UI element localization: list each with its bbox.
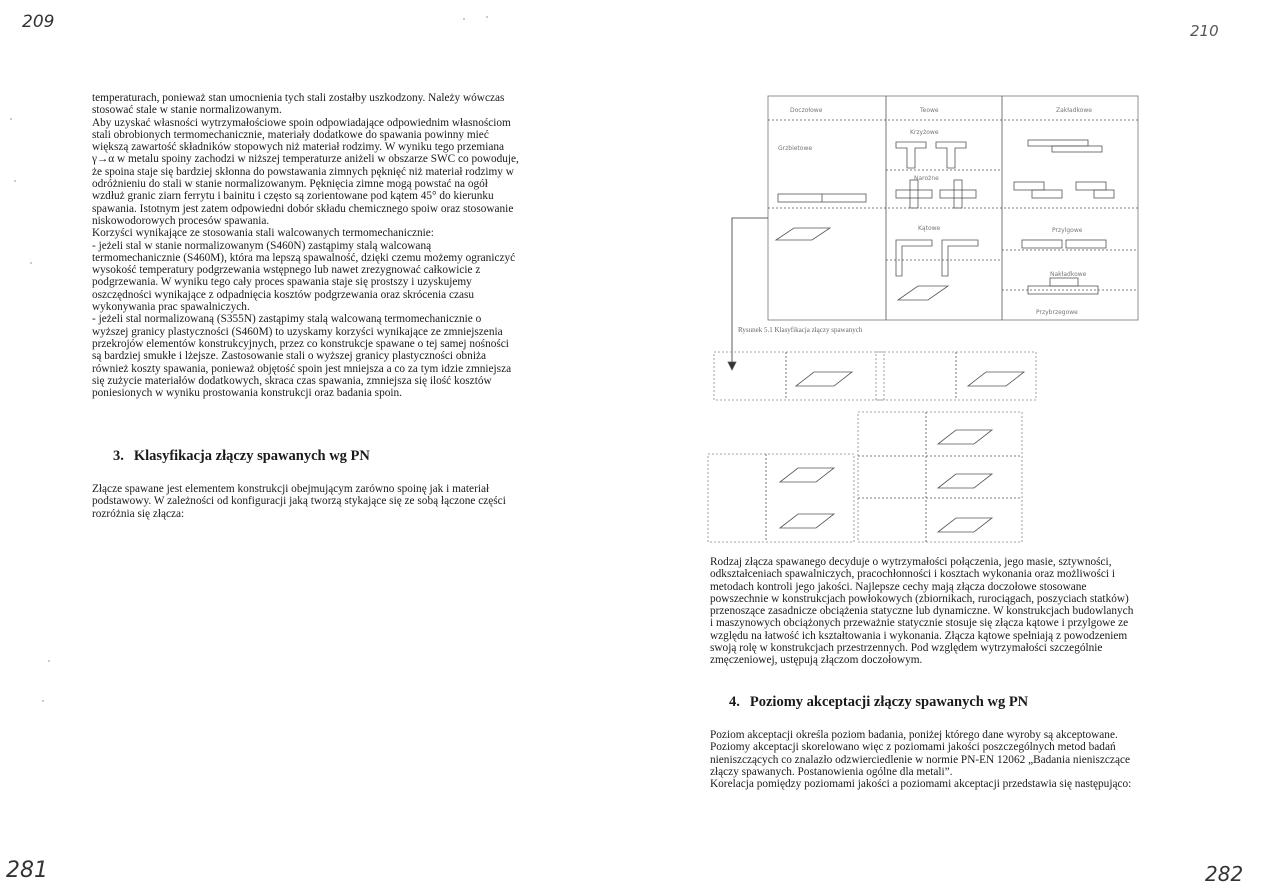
text-line: stosować stale w stanie normalizowanym. bbox=[92, 104, 282, 117]
left-paragraph-steel bbox=[92, 92, 562, 399]
figure-caption: Rysunek 5.1 Klasyfikacja złączy spawanych bbox=[738, 326, 863, 334]
text-line: podgrzewania. W wyniku tego cały proces spawania staje się prostszy i uzyskujemy bbox=[92, 276, 472, 289]
left-paragraph-joints bbox=[92, 483, 562, 520]
text-line: wyższej granicy plastyczności (S460M) to uzyskamy korzyści wynikające ze zmniejszenia bbox=[92, 325, 503, 338]
text-line: Korelacja pomiędzy poziomami jakości a poziomami akceptacji przedstawia się następująco: bbox=[710, 778, 1132, 791]
figure-label: Przylgowe bbox=[1052, 227, 1083, 234]
handwritten-page-number-top-right: 210 bbox=[1190, 22, 1219, 40]
text-line: γ→α w metalu spoiny zachodzi w niższej temperaturze aniżeli w obszarze SWC co powoduje, bbox=[92, 153, 519, 166]
text-line: - jeżeli stal normalizowaną (S355N) zastąpimy stalą walcowaną termomechanicznie o bbox=[92, 313, 482, 326]
text-line: spawania. Istotnym jest zatem odpowiedni dobór składu chemicznego spoiw oraz stosowanie bbox=[92, 202, 514, 215]
text-line: temperaturach, ponieważ stan umocnienia tych stali zostałby uszkodzony. Należy wówczas bbox=[92, 92, 505, 104]
text-line: Poziom akceptacji określa poziom badania, poniżej którego dane wyroby są akceptowane. bbox=[710, 729, 1118, 741]
text-line: metodach kontroli jego jakości. Najlepsze cechy mają złącza doczołowe stosowane bbox=[710, 580, 1087, 593]
text-line: przenoszące zasadnicze obciążenia statyczne lub dynamiczne. W konstrukcjach budowlanych bbox=[710, 605, 1134, 618]
scan-speck bbox=[48, 660, 50, 662]
text-line: wykonywania prac spawalniczych. bbox=[92, 301, 250, 314]
text-line: Złącze spawane jest elementem konstrukcji obejmującym zarówno spoinę jak i materiał bbox=[92, 483, 490, 495]
text-line: stali obrobionych termomechanicznie, materiały dodatkowe do spawania powinny mieć bbox=[92, 128, 489, 141]
text-line: nieniszczących co znalazło odzwierciedlenie w normie PN-EN 12062 „Badania nieniszczące bbox=[710, 753, 1130, 766]
section-heading-4 bbox=[729, 694, 1028, 711]
figure-label: Teowe bbox=[920, 107, 939, 114]
heading-text: Poziomy akceptacji złączy spawanych wg PN bbox=[749, 694, 1029, 710]
figure-label: Narożne bbox=[914, 175, 939, 182]
scan-speck bbox=[14, 180, 16, 182]
text-line: niskowodorowych procesów spawania. bbox=[92, 214, 270, 227]
heading-text: Klasyfikacja złączy spawanych wg PN bbox=[133, 448, 370, 464]
figure-label: Grzbietowe bbox=[778, 145, 813, 152]
text-line: podstawowy. W zależności od konfiguracji jaką tworzą stykające się ze sobą łączone części bbox=[92, 495, 506, 508]
right-paragraph-acceptance bbox=[710, 729, 1180, 790]
right-paragraph-joint-type bbox=[710, 556, 1180, 667]
heading-number: 4. bbox=[729, 694, 740, 710]
text-line: i maszynowych obciążonych przeważnie statycznie stosuje się złącza kątowe i przylgowe ze bbox=[710, 617, 1129, 630]
text-line: zmęczeniowej, ustępują złączom doczołowym. bbox=[710, 654, 923, 667]
handwritten-page-number-bottom-right: 282 bbox=[1205, 862, 1244, 886]
scan-speck bbox=[463, 18, 465, 20]
scan-speck bbox=[42, 700, 44, 702]
handwritten-page-number-bottom-left: 281 bbox=[6, 858, 48, 883]
weld-joint-classification-figure bbox=[706, 90, 1146, 555]
scan-speck bbox=[486, 16, 488, 18]
text-line: powszechnie w konstrukcjach powłokowych (zbiornikach, rurociągach, poszyciach statków) bbox=[710, 592, 1129, 605]
text-line: oszczędności wynikające z odpadnięcia kosztów podgrzewania oraz skrócenia czasu bbox=[92, 288, 475, 301]
figure-label: Doczołowe bbox=[790, 107, 823, 114]
figure-label: Kątowe bbox=[918, 225, 941, 232]
section-heading-3 bbox=[113, 448, 370, 465]
text-line: odróżnieniu do stali w stanie normalizowanym. Pęknięcia zimne mogą powstać na ogół bbox=[92, 178, 488, 191]
text-line: odkształceniach spawalniczych, pracochłonności i kosztach wykonania oraz możliwości i bbox=[710, 568, 1115, 581]
text-line: Rodzaj złącza spawanego decyduje o wytrzymałości połączenia, jego masie, sztywności, bbox=[710, 556, 1112, 568]
text-line: poniesionych w wyniku prostowania konstrukcji oraz badania spoin. bbox=[92, 387, 402, 400]
text-line: że spoina staje się bardziej skłonna do powstawania zimnych pęknięć niż materiał rodzimy w bbox=[92, 165, 514, 178]
handwritten-page-number-top-left: 209 bbox=[22, 12, 55, 32]
text-line: rozróżnia się złącza: bbox=[92, 507, 185, 520]
text-line: wzdłuż granic ziarn ferrytu i bainitu i często są zorientowane pod kątem 45° do kierunku bbox=[92, 190, 494, 203]
text-line: są bardziej smukłe i lżejsze. Zastosowanie stali o wyższej granicy plastyczności obniża bbox=[92, 350, 487, 363]
text-line: Poziomy akceptacji skorelowano więc z poziomami jakości poszczególnych metod badań bbox=[710, 741, 1116, 754]
text-line: również koszty spawania, ponieważ objętość spoin jest mniejsza a co za tym idzie zmniejsza bbox=[92, 362, 512, 375]
scan-speck bbox=[30, 262, 32, 264]
scan-speck bbox=[10, 118, 12, 120]
figure-label: Zakładkowe bbox=[1056, 107, 1092, 114]
text-line: złączy spawanych. Postanowienia ogólne dla metali”. bbox=[710, 765, 953, 778]
heading-number: 3. bbox=[113, 448, 124, 464]
text-line: termomechanicznie (S460M), która ma lepszą spawalność, dzięki czemu możemy ograniczyć bbox=[92, 251, 516, 264]
text-line: wysokość temperatury podgrzewania wstępnego lub nawet zrezygnować całkowicie z bbox=[92, 264, 481, 277]
text-line: względu na łatwość ich kształtowania i wykonania. Złącza kątowe spełniają z powodzeniem bbox=[710, 629, 1128, 642]
text-line: się zużycie materiałów dodatkowych, skraca czas spawania, zmniejsza się ilość kosztów bbox=[92, 374, 492, 387]
figure-label: Krzyżowe bbox=[910, 129, 939, 136]
text-line: Korzyści wynikające ze stosowania stali walcowanych termomechanicznie: bbox=[92, 227, 434, 240]
text-line: - jeżeli stal w stanie normalizowanym (S460N) zastąpimy stalą walcowaną bbox=[92, 239, 432, 252]
figure-label: Nakładkowe bbox=[1050, 271, 1087, 278]
text-line: Aby uzyskać własności wytrzymałościowe spoin odpowiadające odpowiednim własnościom bbox=[92, 116, 511, 129]
figure-label: Przybrzegowe bbox=[1036, 309, 1078, 316]
text-line: swoją rolę w konstrukcjach przestrzennych. Pod względem wytrzymałości szczególnie bbox=[710, 642, 1103, 655]
text-line: przekrojów elementów konstrukcyjnych, przez co konstrukcje spawane o tej samej nośności bbox=[92, 337, 509, 350]
text-line: większą zawartość składników stopowych niż materiał rodzimy. W wyniku tego przemiana bbox=[92, 141, 505, 154]
